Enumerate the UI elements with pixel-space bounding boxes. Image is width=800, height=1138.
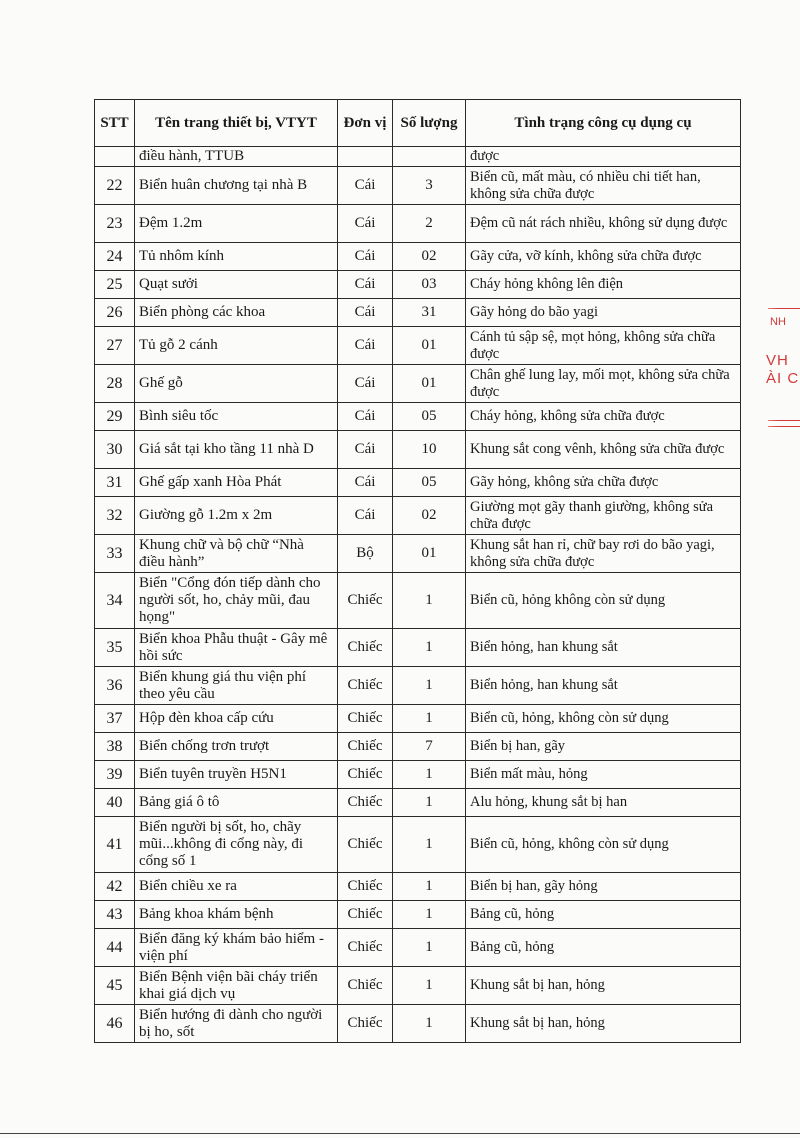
header-stt: STT [95, 100, 135, 147]
cell-qty: 3 [393, 167, 466, 205]
cell-qty: 1 [393, 667, 466, 705]
cell-status: được [466, 147, 741, 167]
cell-unit: Cái [338, 243, 393, 271]
table-row [95, 469, 741, 497]
cell-status: Gãy hỏng, không sửa chữa được [466, 469, 741, 497]
header-qty: Số lượng [393, 100, 466, 147]
cell-status: Biển mất màu, hỏng [466, 761, 741, 789]
cell-qty: 01 [393, 327, 466, 365]
table-row [95, 147, 741, 167]
cell-qty: 31 [393, 299, 466, 327]
equipment-table [94, 99, 741, 1043]
cell-stt: 30 [95, 431, 135, 469]
cell-name: Biển chiều xe ra [135, 873, 338, 901]
cell-name: Khung chữ và bộ chữ “Nhà điều hành” [135, 535, 338, 573]
cell-name: Biển đăng ký khám bảo hiểm - viện phí [135, 929, 338, 967]
cell-stt: 26 [95, 299, 135, 327]
cell-unit: Chiếc [338, 789, 393, 817]
cell-qty: 1 [393, 573, 466, 629]
table-row [95, 667, 741, 705]
cell-status: Bảng cũ, hỏng [466, 901, 741, 929]
cell-qty: 05 [393, 403, 466, 431]
cell-stt: 29 [95, 403, 135, 431]
cell-stt: 44 [95, 929, 135, 967]
cell-status: Đệm cũ nát rách nhiều, không sử dụng được [466, 205, 741, 243]
cell-name: Biển Bệnh viện bãi cháy triển khai giá dịch vụ [135, 967, 338, 1005]
stamp-arc-lower [768, 420, 800, 421]
cell-qty: 7 [393, 733, 466, 761]
cell-unit [338, 147, 393, 167]
table-row [95, 967, 741, 1005]
table-row [95, 327, 741, 365]
cell-status: Alu hỏng, khung sắt bị han [466, 789, 741, 817]
cell-qty: 02 [393, 243, 466, 271]
cell-qty: 1 [393, 901, 466, 929]
cell-qty: 1 [393, 705, 466, 733]
cell-unit: Cái [338, 431, 393, 469]
cell-status: Khung sắt cong vênh, không sửa chữa được [466, 431, 741, 469]
cell-qty: 01 [393, 535, 466, 573]
cell-name: Giường gỗ 1.2m x 2m [135, 497, 338, 535]
cell-unit: Chiếc [338, 901, 393, 929]
table-row [95, 629, 741, 667]
cell-qty: 1 [393, 817, 466, 873]
cell-name: Tủ nhôm kính [135, 243, 338, 271]
cell-stt: 32 [95, 497, 135, 535]
cell-unit: Chiếc [338, 1005, 393, 1043]
cell-stt: 39 [95, 761, 135, 789]
cell-unit: Chiếc [338, 967, 393, 1005]
cell-stt: 46 [95, 1005, 135, 1043]
table-header-row [95, 100, 741, 147]
cell-stt: 23 [95, 205, 135, 243]
cell-stt: 38 [95, 733, 135, 761]
cell-name: Biển phòng các khoa [135, 299, 338, 327]
cell-name: Biển khung giá thu viện phí theo yêu cầu [135, 667, 338, 705]
cell-status: Biển bị han, gãy hỏng [466, 873, 741, 901]
cell-name: Biển hướng đi dành cho người bị ho, sốt [135, 1005, 338, 1043]
cell-qty: 1 [393, 967, 466, 1005]
table-row [95, 573, 741, 629]
stamp-arc-lower-2 [768, 426, 800, 427]
header-name: Tên trang thiết bị, VTYT [135, 100, 338, 147]
cell-qty: 1 [393, 873, 466, 901]
cell-unit: Cái [338, 365, 393, 403]
cell-unit: Cái [338, 167, 393, 205]
cell-stt: 45 [95, 967, 135, 1005]
table-row [95, 365, 741, 403]
cell-name: Đệm 1.2m [135, 205, 338, 243]
table-row [95, 299, 741, 327]
cell-stt: 28 [95, 365, 135, 403]
cell-status: Biển cũ, mất màu, có nhiều chi tiết han, không sửa chữa được [466, 167, 741, 205]
cell-unit: Cái [338, 403, 393, 431]
cell-name: Biển chống trơn trượt [135, 733, 338, 761]
cell-stt: 41 [95, 817, 135, 873]
cell-stt: 25 [95, 271, 135, 299]
table-row [95, 817, 741, 873]
cell-status: Khung sắt bị han, hỏng [466, 1005, 741, 1043]
page-bottom-border [0, 1133, 800, 1134]
cell-stt: 33 [95, 535, 135, 573]
cell-qty: 1 [393, 629, 466, 667]
table-row [95, 789, 741, 817]
table-row [95, 1005, 741, 1043]
cell-status: Chân ghế lung lay, mối mọt, không sửa chữa được [466, 365, 741, 403]
cell-name: Bảng khoa khám bệnh [135, 901, 338, 929]
cell-name: Biển người bị sốt, ho, chãy mũi...không đi cổng này, đi cổng số 1 [135, 817, 338, 873]
cell-stt: 43 [95, 901, 135, 929]
header-status: Tình trạng công cụ dụng cụ [466, 100, 741, 147]
cell-name: Giá sắt tại kho tầng 11 nhà D [135, 431, 338, 469]
cell-name: điều hành, TTUB [135, 147, 338, 167]
table-row [95, 761, 741, 789]
cell-unit: Cái [338, 299, 393, 327]
table-row [95, 733, 741, 761]
cell-status: Khung sắt bị han, hỏng [466, 967, 741, 1005]
table-body [95, 147, 741, 1043]
stamp-text-1: NH [770, 316, 786, 328]
cell-stt: 22 [95, 167, 135, 205]
table-row [95, 929, 741, 967]
table-row [95, 535, 741, 573]
table-row [95, 901, 741, 929]
cell-qty: 05 [393, 469, 466, 497]
cell-unit: Chiếc [338, 817, 393, 873]
table-row [95, 205, 741, 243]
stamp-text-2 [766, 352, 799, 388]
cell-unit: Chiếc [338, 873, 393, 901]
cell-name: Biển huân chương tại nhà B [135, 167, 338, 205]
stamp-text-2a: VH [766, 352, 789, 369]
cell-status: Giường mọt gãy thanh giường, không sửa chữa được [466, 497, 741, 535]
cell-unit: Chiếc [338, 929, 393, 967]
cell-qty: 01 [393, 365, 466, 403]
cell-unit: Cái [338, 469, 393, 497]
cell-unit: Cái [338, 271, 393, 299]
cell-qty: 1 [393, 929, 466, 967]
cell-name: Quạt sưởi [135, 271, 338, 299]
cell-status: Gãy cửa, vỡ kính, không sửa chữa được [466, 243, 741, 271]
cell-unit: Chiếc [338, 629, 393, 667]
cell-stt: 27 [95, 327, 135, 365]
cell-stt: 40 [95, 789, 135, 817]
cell-name: Biển khoa Phẫu thuật - Gây mê hồi sức [135, 629, 338, 667]
cell-unit: Chiếc [338, 667, 393, 705]
cell-unit: Bộ [338, 535, 393, 573]
cell-status: Biển hỏng, han khung sắt [466, 629, 741, 667]
table-row [95, 431, 741, 469]
table-row [95, 497, 741, 535]
table-row [95, 705, 741, 733]
stamp-arc [768, 308, 800, 309]
cell-unit: Chiếc [338, 761, 393, 789]
red-stamp-fragment [766, 300, 800, 450]
cell-unit: Chiếc [338, 733, 393, 761]
cell-name: Bình siêu tốc [135, 403, 338, 431]
cell-qty: 10 [393, 431, 466, 469]
cell-stt: 37 [95, 705, 135, 733]
cell-status: Gãy hỏng do bão yagi [466, 299, 741, 327]
cell-name: Ghế gấp xanh Hòa Phát [135, 469, 338, 497]
cell-name: Ghế gỗ [135, 365, 338, 403]
cell-stt: 36 [95, 667, 135, 705]
cell-qty [393, 147, 466, 167]
cell-stt: 42 [95, 873, 135, 901]
table-row [95, 403, 741, 431]
cell-status: Khung sắt han rỉ, chữ bay rơi do bão yagi, không sửa chữa được [466, 535, 741, 573]
cell-status: Biển hỏng, han khung sắt [466, 667, 741, 705]
cell-name: Bảng giá ô tô [135, 789, 338, 817]
cell-name: Biển "Cổng đón tiếp dành cho người sốt, ho, chảy mũi, đau họng" [135, 573, 338, 629]
cell-qty: 02 [393, 497, 466, 535]
cell-unit: Chiếc [338, 705, 393, 733]
cell-status: Cánh tủ sập sệ, mọt hỏng, không sửa chữa được [466, 327, 741, 365]
cell-status: Cháy hỏng, không sửa chữa được [466, 403, 741, 431]
cell-name: Tủ gỗ 2 cánh [135, 327, 338, 365]
cell-unit: Cái [338, 327, 393, 365]
cell-qty: 1 [393, 789, 466, 817]
cell-qty: 1 [393, 1005, 466, 1043]
cell-qty: 03 [393, 271, 466, 299]
cell-status: Biển bị han, gãy [466, 733, 741, 761]
cell-status: Bảng cũ, hỏng [466, 929, 741, 967]
cell-unit: Chiếc [338, 573, 393, 629]
table-row [95, 167, 741, 205]
cell-stt: 24 [95, 243, 135, 271]
cell-name: Biển tuyên truyền H5N1 [135, 761, 338, 789]
cell-status: Biển cũ, hỏng, không còn sử dụng [466, 705, 741, 733]
table-row [95, 271, 741, 299]
cell-stt: 31 [95, 469, 135, 497]
cell-unit: Cái [338, 497, 393, 535]
header-unit: Đơn vị [338, 100, 393, 147]
cell-status: Biển cũ, hỏng không còn sử dụng [466, 573, 741, 629]
cell-qty: 1 [393, 761, 466, 789]
stamp-text-2b: ÀI C [766, 370, 800, 387]
cell-name: Hộp đèn khoa cấp cứu [135, 705, 338, 733]
cell-qty: 2 [393, 205, 466, 243]
cell-stt: 35 [95, 629, 135, 667]
cell-unit: Cái [338, 205, 393, 243]
table-row [95, 873, 741, 901]
cell-status: Biển cũ, hỏng, không còn sử dụng [466, 817, 741, 873]
cell-stt: 34 [95, 573, 135, 629]
cell-status: Cháy hỏng không lên điện [466, 271, 741, 299]
cell-stt [95, 147, 135, 167]
table-row [95, 243, 741, 271]
